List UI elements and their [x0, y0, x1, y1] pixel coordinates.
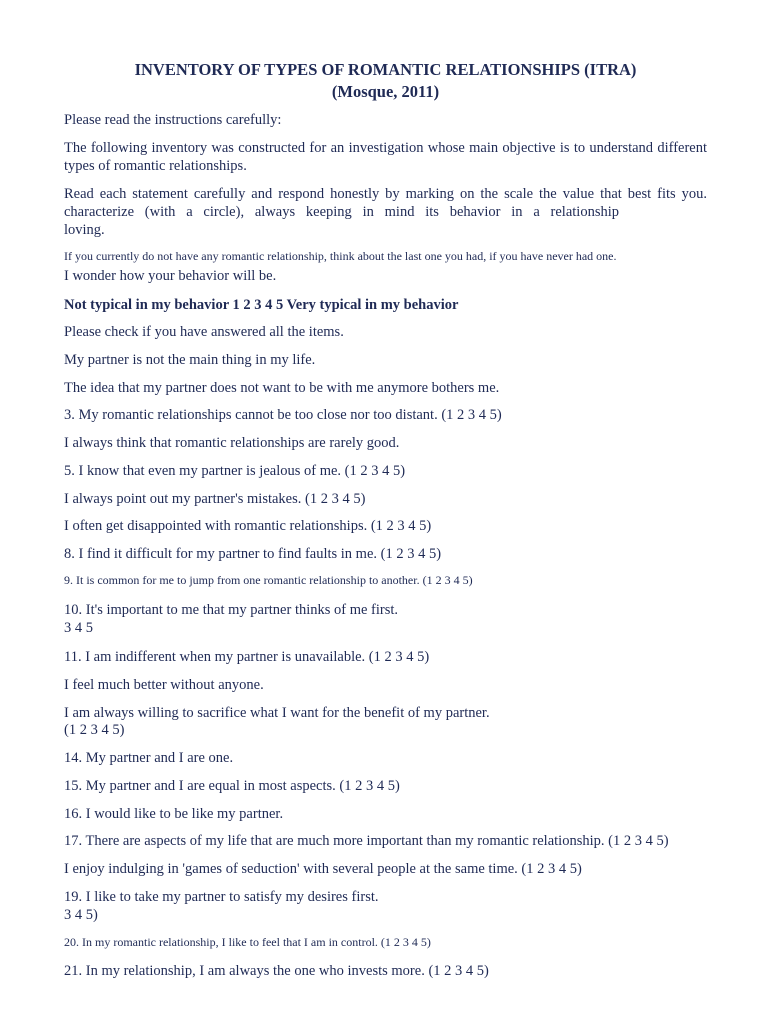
list-item: 17. There are aspects of my life that are much more important than my romantic relationship. (1 2 3 4 5): [64, 833, 669, 849]
list-item-continuation: 3 4 5): [64, 907, 98, 923]
list-item: 3. My romantic relationships cannot be too close nor too distant. (1 2 3 4 5): [64, 407, 502, 423]
paragraph-1: The following inventory was constructed for an investigation whose main objective is to understand different types of romantic relationships.: [64, 140, 707, 174]
note-small: If you currently do not have any romantic relationship, think about the last one you had, if you have never had one.: [64, 249, 617, 263]
list-item: I always point out my partner's mistakes. (1 2 3 4 5): [64, 491, 366, 507]
document-title: INVENTORY OF TYPES OF ROMANTIC RELATIONSHIPS (ITRA): [134, 60, 637, 79]
list-item: 20. In my romantic relationship, I like to feel that I am in control. (1 2 3 4 5): [64, 935, 431, 949]
list-item: 15. My partner and I are equal in most aspects. (1 2 3 4 5): [64, 778, 400, 794]
list-item: 5. I know that even my partner is jealous of me. (1 2 3 4 5): [64, 463, 406, 479]
list-item: I often get disappointed with romantic relationships. (1 2 3 4 5): [64, 518, 432, 534]
list-item: 10. It's important to me that my partner thinks of me first.: [64, 602, 399, 618]
instructions-heading: Please read the instructions carefully:: [64, 112, 282, 128]
list-item-continuation: (1 2 3 4 5): [64, 722, 125, 738]
list-item: 16. I would like to be like my partner.: [64, 806, 284, 822]
paragraph-2-line-2: characterize (with a circle), always keeping in mind its behavior in a relationship: [64, 204, 619, 220]
list-item: I feel much better without anyone.: [64, 677, 264, 693]
list-item-continuation: 3 4 5: [64, 620, 93, 636]
list-item: 19. I like to take my partner to satisfy my desires first.: [64, 889, 379, 905]
list-item: I enjoy indulging in 'games of seduction' with several people at the same time. (1 2 3 4 5): [64, 861, 582, 877]
list-item: 8. I find it difficult for my partner to find faults in me. (1 2 3 4 5): [64, 546, 442, 562]
scale-line: Not typical in my behavior 1 2 3 4 5 Very typical in my behavior: [64, 297, 459, 313]
list-item: 11. I am indifferent when my partner is unavailable. (1 2 3 4 5): [64, 649, 430, 665]
list-item: My partner is not the main thing in my life.: [64, 352, 316, 368]
document-subtitle: (Mosque, 2011): [331, 82, 440, 101]
paragraph-2-line-3: loving.: [64, 222, 105, 238]
paragraph-2-line-1: Read each statement carefully and respond honestly by marking on the scale the value that best fits you.: [64, 186, 707, 202]
note-line: I wonder how your behavior will be.: [64, 268, 277, 284]
list-item: 14. My partner and I are one.: [64, 750, 234, 766]
list-item: 9. It is common for me to jump from one romantic relationship to another. (1 2 3 4 5): [64, 573, 473, 587]
list-item: The idea that my partner does not want to be with me anymore bothers me.: [64, 380, 500, 396]
list-item: I always think that romantic relationships are rarely good.: [64, 435, 400, 451]
check-line: Please check if you have answered all the items.: [64, 324, 344, 340]
list-item: 21. In my relationship, I am always the one who invests more. (1 2 3 4 5): [64, 963, 489, 979]
list-item: I am always willing to sacrifice what I want for the benefit of my partner.: [64, 705, 490, 721]
